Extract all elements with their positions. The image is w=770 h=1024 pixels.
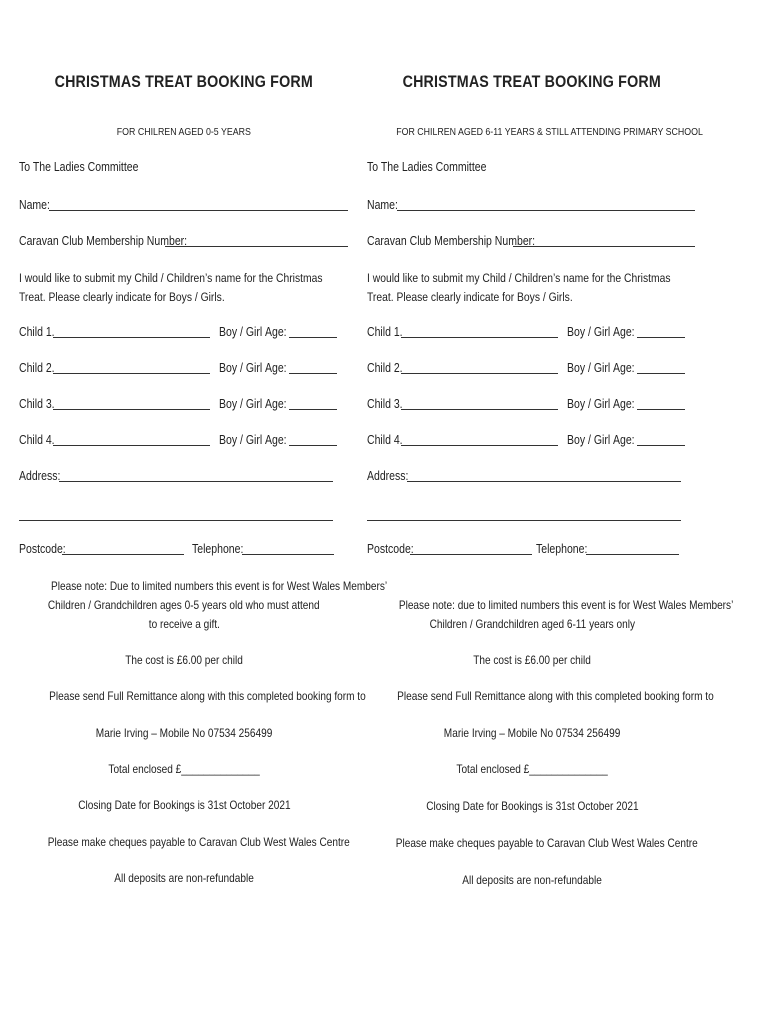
- deposits-text-content: All deposits are non-refundable: [462, 873, 602, 887]
- total-enclosed-text: Total enclosed £______________: [456, 762, 608, 776]
- total-enclosed[interactable]: [367, 762, 697, 776]
- form-title-text: CHRISTMAS TREAT BOOKING FORM: [402, 72, 662, 91]
- note-line: [367, 598, 734, 612]
- age-label-text: Age:: [613, 361, 635, 375]
- contact-text: [19, 726, 349, 740]
- cheques-text-content: Please make cheques payable to Caravan Club West Wales Centre: [395, 836, 698, 850]
- cost-text: [367, 653, 697, 667]
- note-line-text: to receive a gift.: [148, 617, 220, 631]
- child-name-field[interactable]: [53, 373, 210, 374]
- deposits-text: [19, 871, 349, 885]
- cost-text: [19, 653, 349, 667]
- membership-label-text: Caravan Club Membership Number:: [367, 234, 536, 248]
- age-label-text: Age:: [613, 433, 635, 447]
- note-line-text: Please note: Due to limited numbers this event is for West Wales Members’: [51, 579, 388, 593]
- remittance-text-content: Please send Full Remittance along with this completed booking form to: [397, 689, 714, 703]
- gender-option[interactable]: [567, 325, 618, 339]
- request-text-content: I would like to submit my Child / Children’s name for the Christmas Treat. Please clearly indicate for Boys / Girls.: [367, 271, 671, 304]
- form-subtitle: [19, 126, 349, 138]
- gender-option-text: Boy / Girl: [219, 325, 263, 339]
- child-name-field[interactable]: [53, 409, 210, 410]
- total-enclosed-text: Total enclosed £______________: [108, 762, 260, 776]
- age-label: [613, 325, 639, 339]
- note-line: [19, 598, 349, 612]
- addressee-text: To The Ladies Committee: [19, 160, 139, 174]
- child-name-field[interactable]: [53, 445, 210, 446]
- gender-option[interactable]: [567, 397, 618, 411]
- note-line: [19, 617, 349, 631]
- postcode-label-text: Postcode:: [19, 542, 66, 556]
- note-line-text: Children / Grandchildren aged 6-11 years only: [429, 617, 635, 631]
- child-label-text: Child 2.: [19, 361, 55, 375]
- age-label: [265, 361, 291, 375]
- deposits-text-content: All deposits are non-refundable: [114, 871, 254, 885]
- age-label: [265, 325, 291, 339]
- age-label: [265, 433, 291, 447]
- note-line-text: Please note: due to limited numbers this event is for West Wales Members’: [398, 598, 734, 612]
- gender-option-text: Boy / Girl: [567, 361, 611, 375]
- note-line: [19, 579, 388, 593]
- gender-option[interactable]: [567, 433, 618, 447]
- closing-date-text: Closing Date for Bookings is 31st October 2021: [425, 799, 639, 813]
- form-title: [367, 72, 697, 92]
- deposits-text: [367, 873, 697, 887]
- gender-option-text: Boy / Girl: [219, 433, 263, 447]
- gender-option[interactable]: [219, 325, 270, 339]
- telephone-field[interactable]: [586, 554, 679, 555]
- age-field[interactable]: [637, 337, 685, 338]
- cheques-text-content: Please make cheques payable to Caravan Club West Wales Centre: [47, 835, 350, 849]
- form-title-text: CHRISTMAS TREAT BOOKING FORM: [54, 72, 314, 91]
- gender-option-text: Boy / Girl: [567, 325, 611, 339]
- contact-text-content: Marie Irving – Mobile No 07534 256499: [443, 726, 621, 740]
- telephone-field[interactable]: [242, 554, 334, 555]
- gender-option[interactable]: [567, 361, 618, 375]
- name-label-text: Name:: [367, 198, 398, 212]
- address-label-text: Address:: [367, 469, 409, 483]
- age-field[interactable]: [289, 337, 337, 338]
- cheques-text: [19, 835, 349, 849]
- gender-option-text: Boy / Girl: [567, 433, 611, 447]
- age-field[interactable]: [637, 373, 685, 374]
- gender-option-text: Boy / Girl: [219, 397, 263, 411]
- address-label-text: Address:: [19, 469, 61, 483]
- child-label-text: Child 1.: [19, 325, 55, 339]
- age-label-text: Age:: [613, 325, 635, 339]
- address-field-line-2[interactable]: [19, 520, 333, 521]
- age-label: [265, 397, 291, 411]
- closing-date: [19, 798, 349, 812]
- postcode-field[interactable]: [62, 554, 184, 555]
- membership-label-text: Caravan Club Membership Number:: [19, 234, 188, 248]
- postcode-field[interactable]: [410, 554, 532, 555]
- postcode-label-text: Postcode:: [367, 542, 414, 556]
- name-field[interactable]: [49, 210, 348, 211]
- remittance-text: [19, 689, 366, 703]
- gender-option[interactable]: [219, 397, 270, 411]
- name-field[interactable]: [397, 210, 695, 211]
- gender-option[interactable]: [219, 433, 270, 447]
- age-label-text: Age:: [265, 361, 287, 375]
- child-name-field[interactable]: [53, 337, 210, 338]
- gender-option[interactable]: [219, 361, 270, 375]
- address-field[interactable]: [59, 481, 333, 482]
- form-subtitle: [367, 126, 703, 138]
- age-label-text: Age:: [265, 397, 287, 411]
- child-label-text: Child 4.: [367, 433, 403, 447]
- request-text: [19, 269, 414, 307]
- request-text: [367, 269, 762, 307]
- form-subtitle-text: FOR CHILREN AGED 0-5 YEARS: [116, 126, 252, 138]
- age-field[interactable]: [289, 373, 337, 374]
- form-title: [19, 72, 349, 92]
- remittance-text: [367, 689, 714, 703]
- addressee: [19, 160, 161, 174]
- total-enclosed[interactable]: [19, 762, 349, 776]
- age-label: [613, 433, 639, 447]
- age-label-text: Age:: [265, 433, 287, 447]
- cheques-text: [367, 836, 697, 850]
- cost-text-content: The cost is £6.00 per child: [125, 653, 243, 667]
- note-line-text: Children / Grandchildren ages 0-5 years old who must attend: [48, 598, 320, 612]
- form-0-5-years: [19, 0, 388, 1024]
- address-field-line-2[interactable]: [367, 520, 681, 521]
- age-label-text: Age:: [613, 397, 635, 411]
- request-text-content: I would like to submit my Child / Children’s name for the Christmas Treat. Please clearly indicate for Boys / Girls.: [19, 271, 323, 304]
- child-name-field[interactable]: [401, 445, 558, 446]
- telephone-label-text: Telephone:: [192, 542, 244, 556]
- child-label-text: Child 1.: [367, 325, 403, 339]
- telephone-label-text: Telephone:: [536, 542, 588, 556]
- name-label-text: Name:: [19, 198, 50, 212]
- age-label: [613, 361, 639, 375]
- addressee: [367, 160, 509, 174]
- child-name-field[interactable]: [401, 373, 558, 374]
- closing-date-text: Closing Date for Bookings is 31st October 2021: [77, 798, 291, 812]
- note-line: [367, 617, 697, 631]
- form-subtitle-text: FOR CHILREN AGED 6-11 YEARS & STILL ATTENDING PRIMARY SCHOOL: [396, 126, 703, 138]
- gender-option-text: Boy / Girl: [219, 361, 263, 375]
- age-label: [613, 397, 639, 411]
- remittance-text-content: Please send Full Remittance along with this completed booking form to: [49, 689, 366, 703]
- addressee-text: To The Ladies Committee: [367, 160, 487, 174]
- closing-date: [367, 799, 697, 813]
- age-label-text: Age:: [265, 325, 287, 339]
- child-label-text: Child 3.: [19, 397, 55, 411]
- child-label-text: Child 2.: [367, 361, 403, 375]
- gender-option-text: Boy / Girl: [567, 397, 611, 411]
- membership-field[interactable]: [165, 246, 348, 247]
- membership-field[interactable]: [513, 246, 695, 247]
- form-6-11-years: [367, 0, 734, 1024]
- age-field[interactable]: [637, 445, 685, 446]
- child-label-text: Child 4.: [19, 433, 55, 447]
- child-name-field[interactable]: [401, 337, 558, 338]
- contact-text: [367, 726, 697, 740]
- child-name-field[interactable]: [401, 409, 558, 410]
- address-field[interactable]: [407, 481, 681, 482]
- cost-text-content: The cost is £6.00 per child: [473, 653, 591, 667]
- age-field[interactable]: [289, 409, 337, 410]
- age-field[interactable]: [637, 409, 685, 410]
- child-label-text: Child 3.: [367, 397, 403, 411]
- contact-text-content: Marie Irving – Mobile No 07534 256499: [95, 726, 273, 740]
- age-field[interactable]: [289, 445, 337, 446]
